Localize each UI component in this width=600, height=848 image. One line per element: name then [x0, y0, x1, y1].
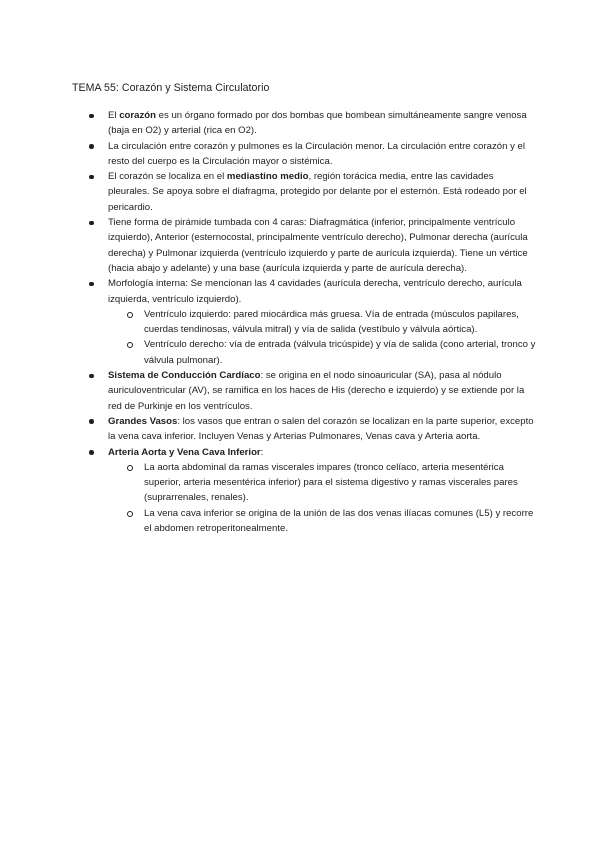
sub-bullet-text: Ventrículo derecho: vía de entrada (válvula tricúspide) y vía de salida (cono arterial, tronco y válvula pulmonar). [144, 339, 536, 366]
bullet-text: Morfología interna: Se mencionan las 4 cavidades (aurícula derecha, ventrículo derecho, aurícula izquierda, ventrículo izquierdo). [108, 278, 522, 305]
bullet-item-morfologia [72, 276, 536, 368]
bullet-text: , región torácica media, entre las cavidades pleurales. Se apoya sobre el diafragma, protegido por delante por el esternón. Está rodeado por el pericardio. [108, 171, 527, 213]
sub-bullet-item [108, 506, 536, 537]
bullet-item-corazon [72, 108, 536, 139]
sub-bullet-item [108, 337, 536, 368]
bullet-bold-term: Grandes Vasos [108, 415, 178, 427]
sub-bullet-text: La vena cava inferior se origina de la unión de las dos venas ilíacas comunes (L5) y recorre el abdomen retroperitonealmente. [144, 507, 534, 535]
bullet-bold-term: Arteria Aorta y Vena Cava Inferior [108, 446, 261, 458]
sub-bullet-text: Ventrículo izquierdo: pared miocárdica más gruesa. Vía de entrada (músculos papilares, cuerdas tendinosas, válvula mitral) y vía de salida (vestíbulo y válvula aórtica). [144, 308, 519, 336]
sub-bullet-list [108, 307, 536, 368]
bullet-item-aorta-cava [72, 445, 536, 537]
sub-bullet-item [108, 460, 536, 506]
document-title: TEMA 55: Corazón y Sistema Circulatorio [72, 82, 270, 94]
bullet-item-localizacion [72, 169, 536, 215]
bullet-text: : se origina en el nodo sinoauricular (SA), pasa al nódulo auriculoventricular (AV), se ramifica en los haces de His (derecho e izquierdo) y se extiende por la red de Purkinje en los ventrículos. [108, 370, 525, 412]
sub-bullet-list [108, 460, 536, 536]
bullet-item-conduccion [72, 368, 536, 414]
bullet-text: Tiene forma de pirámide tumbada con 4 caras: Diafragmática (inferior, principalmente ventrículo izquierdo), Anterior (esternocostal, principalmente ventrículo derecho), Pulmonar derecha (aurícula derecha) y Pulmonar izquierda (ventrículo izquierdo y parte de aurícula izquierda). Tiene un vértice (hacia abajo y adelante) y una base (aurícula izquierda y parte de aurícula derecha). [108, 217, 528, 274]
bullet-text: : los vasos que entran o salen del corazón se localizan en la parte superior, excepto la vena cava inferior. Incluyen Venas y Arterias Pulmonares, Venas cava y Arteria aorta. [108, 415, 534, 443]
bullet-item-grandes-vasos [72, 414, 536, 445]
bullet-text: es un órgano formado por dos bombas que bombean simultáneamente sangre venosa (baja en O2) y arterial (rica en O2). [108, 110, 527, 137]
bullet-text: El corazón se localiza en el [108, 171, 227, 183]
bullet-bold-term: corazón [119, 110, 156, 121]
bullet-bold-term: Sistema de Conducción Cardíaco [108, 370, 261, 382]
bullet-bold-term: mediastino medio [226, 171, 309, 183]
bullet-item-forma [72, 215, 536, 276]
bullet-text: El [108, 110, 120, 121]
sub-bullet-text: La aorta abdominal da ramas viscerales impares (tronco celíaco, arteria mesentérica superior, arteria mesentérica inferior) para el sistema digestivo y ramas viscerales pares (suprarrenales, renales). [144, 461, 518, 504]
bullet-text: La circulación entre corazón y pulmones es la Circulación menor. La circulación entre corazón y el resto del cuerpo es la Circulación mayor o sistémica. [108, 140, 526, 167]
sub-bullet-item [108, 307, 536, 338]
bullet-item-circulacion [72, 139, 536, 170]
bullet-text: : [260, 446, 264, 458]
bullet-list [72, 108, 536, 536]
